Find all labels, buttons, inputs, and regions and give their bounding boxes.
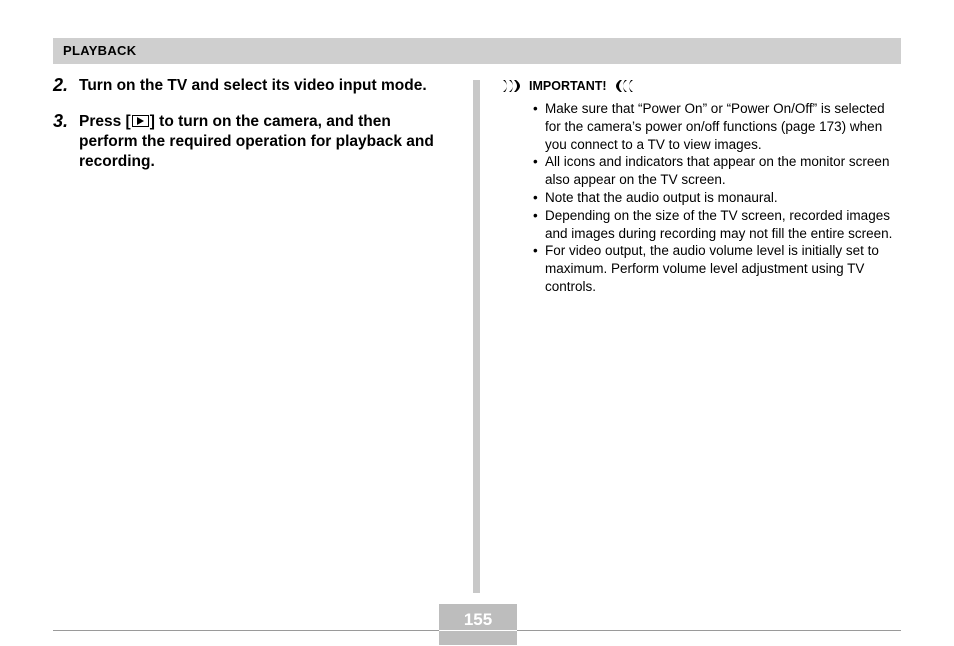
list-item [503,207,895,243]
list-item [503,153,895,189]
step-text: Turn on the TV and select its video input mode. [79,77,427,94]
list-item-text: Make sure that “Power On” or “Power On/Off” is selected for the camera’s power on/off functions (page 173) when you connect to a TV to view images. [545,101,885,152]
bullet: • [533,189,538,205]
list-item-text: Depending on the size of the TV screen, recorded images and images during recording may not fill the entire screen. [545,207,893,241]
page-number-underline [439,630,517,631]
steps-column [53,76,448,188]
bullet: • [533,243,538,259]
bullet: • [533,101,538,116]
page-number-box [439,604,517,645]
list-item [503,100,895,153]
step-3 [53,112,448,172]
list-item-text: Note that the audio output is monaural. [545,189,778,205]
important-left-marks-icon [503,80,525,92]
page-number: 155 [463,610,493,629]
list-item-text: All icons and indicators that appear on the monitor screen also appear on the TV screen. [545,154,890,188]
step-text-before: Press [ [79,113,131,130]
important-list [503,100,895,296]
important-right-marks-icon [611,80,633,92]
section-title: PLAYBACK [63,43,137,58]
section-header-bar [53,38,901,64]
important-heading [503,78,895,94]
important-column [503,78,895,296]
column-divider [473,80,480,593]
list-item-text: For video output, the audio volume level is initially set to maximum. Perform volume level adjustment using TV controls. [545,243,879,294]
step-2 [53,76,448,96]
important-label: IMPORTANT! [529,79,607,93]
step-text-after: ] to turn on the camera, and then perform the required operation for playback and recording. [79,113,434,170]
step-number: 2. [53,75,69,95]
bullet: • [533,207,538,223]
step-number: 3. [53,111,69,131]
list-item [503,189,895,207]
bullet: • [533,154,538,170]
list-item [503,242,895,295]
play-icon [132,115,149,127]
